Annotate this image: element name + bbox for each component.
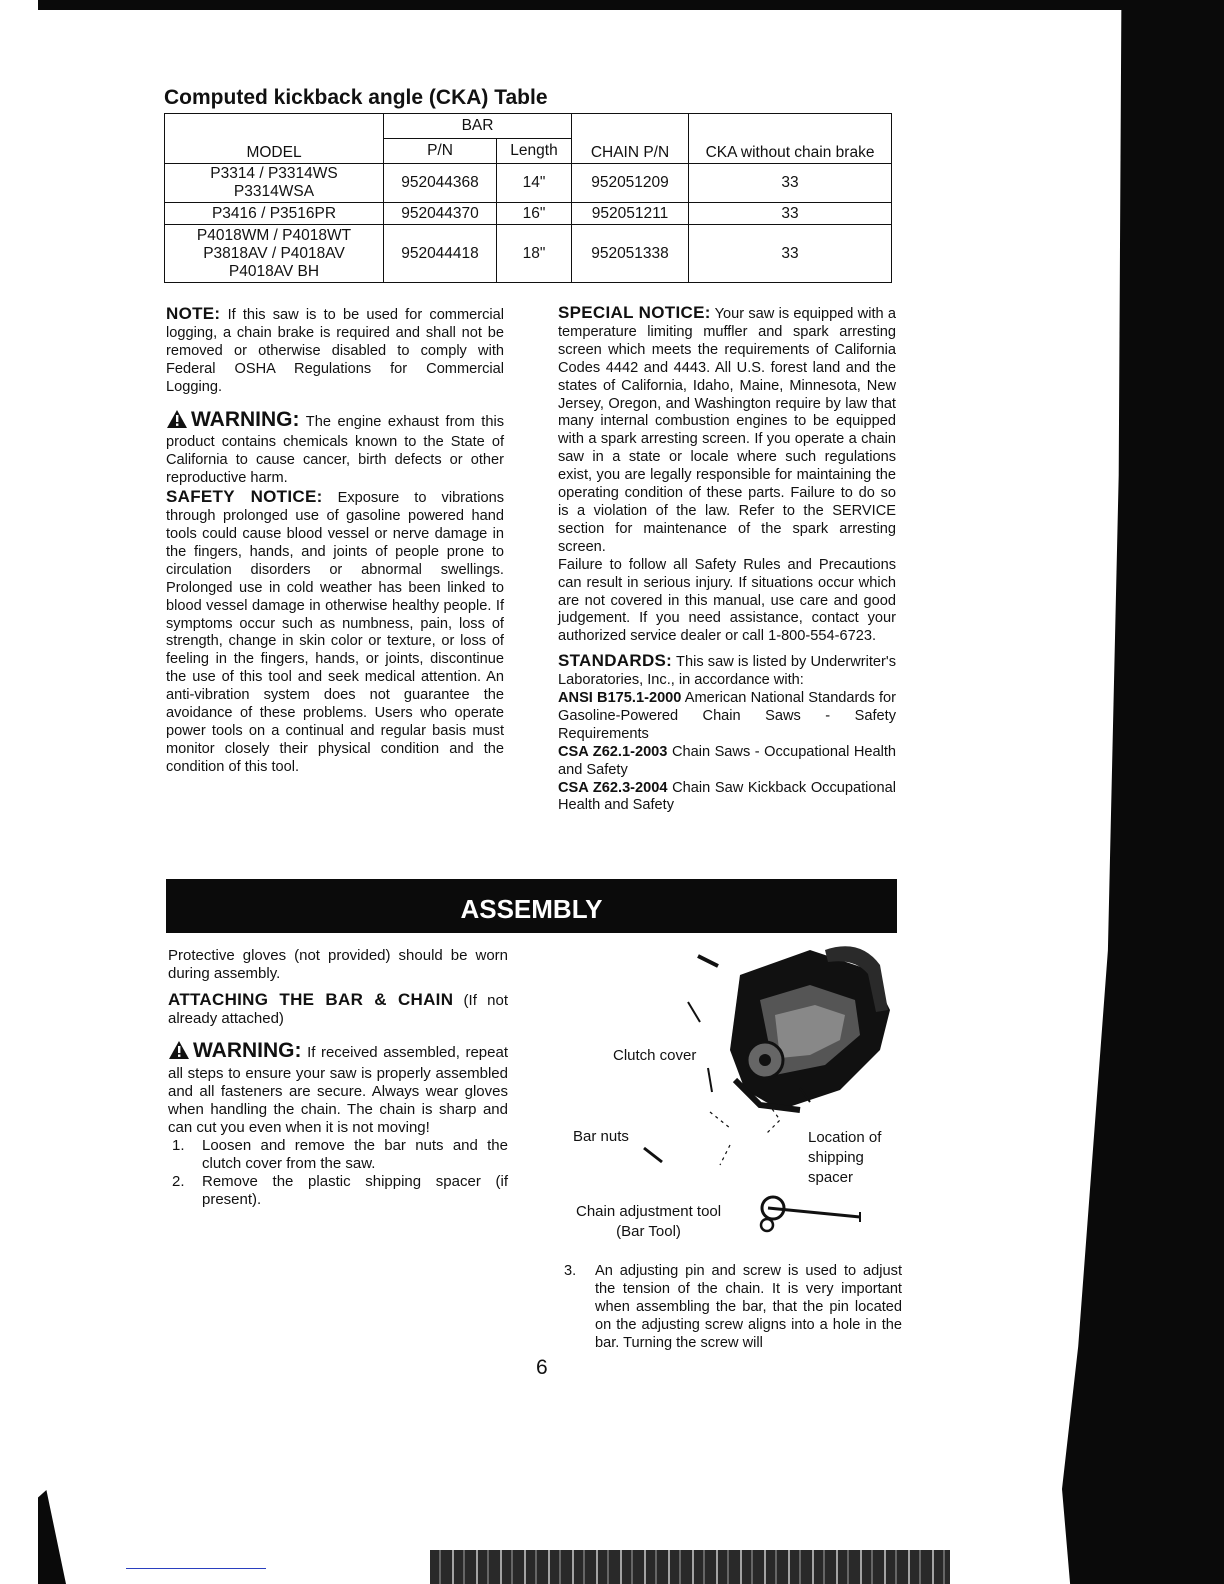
table-row [165,164,892,203]
attach-label: ATTACHING THE BAR & CHAIN [168,990,454,1009]
attach-note: (If not already attached) [168,992,508,1027]
special-label: SPECIAL NOTICE: [558,303,711,322]
warning-text: The engine exhaust from this product contains chemicals known to the State of California to cause cancer, birth defects or other reproductive harm. [166,413,504,487]
cell-length: 14" [497,164,572,203]
header-length: Length [497,139,572,164]
standards-paragraph [558,652,896,690]
header-pn: P/N [384,139,497,164]
cell-model: P3314 / P3314WS P3314WSA [165,164,384,203]
standard-csa-3: CSA Z62.3-2004 Chain Saw Kickback Occupational Health and Safety [558,779,897,814]
warning-label: WARNING: [191,407,300,431]
standard-csa-1: CSA Z62.1-2003 Chain Saws - Occupational Health and Safety [558,743,897,778]
standards-label: STANDARDS: [558,651,673,671]
warning-triangle-icon [168,1040,190,1065]
step-item: 1. Loosen and remove the bar nuts and the clutch cover from the saw. [172,1137,508,1172]
table-title: Computed kickback angle (CKA) Table [164,86,548,109]
safety-label: SAFETY NOTICE: [166,487,323,507]
assembly-warning [168,1040,508,1137]
scan-top-edge [38,0,1170,10]
table-row [165,225,892,283]
scan-left-edge [38,1490,66,1584]
label-location-spacer: Location of shipping spacer [808,1129,882,1186]
cell-chain-pn: 952051338 [572,225,689,283]
bar-tool-icon [761,1197,860,1231]
cell-chain-pn: 952051209 [572,164,689,203]
header-model: MODEL [165,114,384,164]
cka-table [164,113,892,283]
assembly-section-header: ASSEMBLY [166,879,897,933]
scan-right-edge [954,0,1224,1584]
label-bar-nuts: Bar nuts [573,1128,629,1145]
cell-pn: 952044418 [384,225,497,283]
header-chain-pn: CHAIN P/N [572,114,689,164]
note-text: If this saw is to be used for commercial logging, a chain brake is required and shall not be removed or otherwise disabled to comply with Federal OSHA Regulations for Commercial Logging. [166,307,504,395]
table-row [165,203,892,225]
cell-cka: 33 [689,164,892,203]
scan-bottom-noise [430,1550,950,1584]
note-paragraph [166,305,504,397]
left-column [166,305,504,777]
cell-chain-pn: 952051211 [572,203,689,225]
header-cka: CKA without chain brake [689,114,892,164]
cell-cka: 33 [689,203,892,225]
step-3: 3. An adjusting pin and screw is used to adjust the tension of the chain. It is very important when assembling the bar, that the pin located on the adjusting screw aligns into a hole in the bar. Turning the screw will [564,1263,902,1351]
scan-blue-line [126,1568,266,1569]
note-label: NOTE: [166,304,221,323]
safety-paragraph [166,488,504,777]
cell-cka: 33 [689,225,892,283]
table-header-row [165,114,892,139]
assembly-steps [168,1137,508,1209]
standards-text: This saw is listed by Underwriter's Laboratories, Inc., in accordance with: [558,654,896,689]
step-item: 2. Remove the plastic shipping spacer (if present). [172,1173,508,1208]
standard-ansi: ANSI B175.1-2000 American National Standards for Gasoline-Powered Chain Saws - Safety Requirements [558,690,897,742]
special-paragraph [558,304,896,557]
warning-triangle-icon [166,409,188,435]
page-number: 6 [536,1356,548,1379]
cell-model: P3416 / P3516PR [165,203,384,225]
safety-text: Exposure to vibrations through prolonged use of gasoline powered hand tools could cause blood vessel or nerve damage in the fingers, hands, and joints of people prone to circulation disorders or abnormal swellings. Prolonged use in cold weather has been linked to blood vessel damage in otherwise healthy people. If symptoms occur such as numbness, pain, loss of strength, change in skin color or texture, or loss of feeling in the fingers, hands, or joints, discontinue the use of this tool and seek medical attention. An anti-vibration system does not guarantee the avoidance of these problems. Users who operate power tools on a continual and regular basis must monitor closely their physical condition and the condition of this tool. [166,490,504,775]
assembly-warning-text: If received assembled, repeat all steps to ensure your saw is properly assembled and all fasteners are secure. Always wear gloves when handling the chain. The chain is sharp and can cut you even when it is not moving! [168,1044,508,1136]
chainsaw-figure [560,940,910,1250]
assembly-intro: Protective gloves (not provided) should be worn during assembly. [168,947,508,982]
cell-pn: 952044370 [384,203,497,225]
assembly-warning-label: WARNING: [193,1039,302,1062]
assembly-left-column [168,947,508,1209]
failure-paragraph: Failure to follow all Safety Rules and Precautions can result in serious injury. If situations occur which are not covered in this manual, use care and good judgement. If you need assistance, contact your authorized service dealer or call 1-800-554-6723. [558,556,896,645]
cell-length: 18" [497,225,572,283]
cell-model: P4018WM / P4018WT P3818AV / P4018AV P4018AV BH [165,225,384,283]
label-chain-adjustment-tool: Chain adjustment tool (Bar Tool) [576,1203,722,1240]
cell-pn: 952044368 [384,164,497,203]
right-column [558,304,896,815]
special-text: Your saw is equipped with a temperature limiting muffler and spark arresting screen which meets the requirements of California Codes 4442 and 4443. All U.S. forest land and the states of California, Idaho, Maine, Minnesota, New Jersey, Oregon, and Washington require by law that many internal combustion engines to be equipped with a spark arresting screen. If you operate a chain saw in a state or locale where such regulations exist, you are legally responsible for maintaining the operating condition of these parts. Failure to do so is a violation of the law. Refer to the SERVICE section for maintenance of the spark arresting screen. [558,306,896,555]
header-bar: BAR [384,114,572,139]
attach-heading [168,991,508,1028]
label-clutch-cover: Clutch cover [613,1047,697,1064]
warning-paragraph [166,409,504,489]
cell-length: 16" [497,203,572,225]
